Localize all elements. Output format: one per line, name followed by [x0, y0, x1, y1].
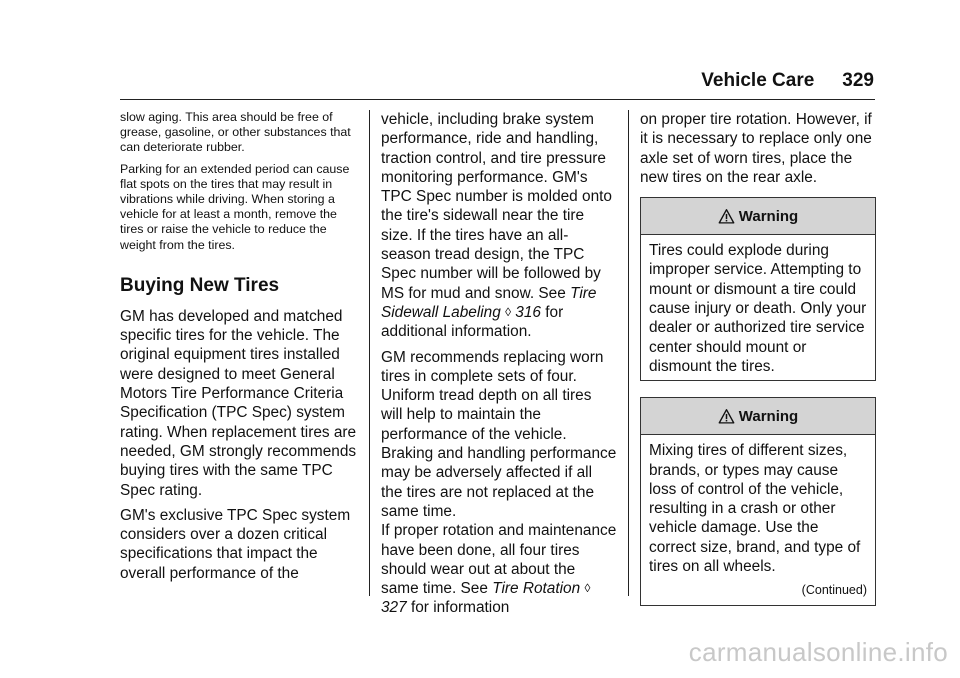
section-heading: Buying New Tires	[120, 274, 280, 296]
warning-box	[640, 197, 876, 381]
warning-title: Warning	[738, 207, 799, 225]
page-header	[701, 70, 874, 92]
warning-title: Warning	[738, 407, 799, 425]
paragraph: on proper tire rotation. However, if it is necessary to replace only one axle set of worn tires, place the new tires on the rear axle.	[640, 111, 872, 186]
warning-triangle-icon	[718, 408, 735, 425]
paragraph: Parking for an extended period can cause flat spots on the tires that may result in vibrations while driving. When storing a vehicle for at least a month, remove the tires or raise the vehicle to reduce the weight from the tires.	[120, 161, 350, 252]
column-2	[381, 110, 617, 624]
paragraph	[381, 521, 617, 617]
paragraph: GM has developed and matched specific tires for the vehicle. The original equipment tires installed were designed to meet General Motors Tire Performance Criteria Specification (TPC Spec) system rating. When replacement tires are needed, GM strongly recommends buying tires with the same TPC Spec rating.	[120, 307, 357, 499]
warning-body	[641, 435, 875, 604]
header-rule	[120, 99, 875, 100]
cross-reference-link[interactable]: Tire Rotation	[492, 580, 581, 598]
page-number: 329	[842, 70, 874, 91]
column-divider-2	[628, 110, 629, 596]
column-1	[120, 110, 360, 589]
text-run: vehicle, including brake system performance, ride and handling, traction control, and tire pressure monitoring performance. GM's TPC Spec number is molded onto the tire's sidewall near the tire size. If the tires have an all-season tread design, the TPC Spec number will be followed by MS for mud and snow. See	[381, 111, 612, 302]
paragraph	[381, 110, 617, 342]
warning-box	[640, 397, 876, 605]
column-divider-1	[369, 110, 370, 596]
page-ref-arrow-icon: ◊	[505, 304, 512, 319]
text-run: If proper rotation and maintenance have been done, all four tires should wear out at about the same time. See	[381, 522, 617, 598]
watermark: carmanualsonline.info	[688, 637, 948, 667]
cross-reference-page[interactable]: 327	[381, 599, 407, 617]
paragraph: GM's exclusive TPC Spec system considers over a dozen critical specifications that impact the overall performance of the	[120, 506, 351, 582]
cross-reference-page[interactable]: 316	[515, 303, 541, 321]
paragraph: slow aging. This area should be free of grease, gasoline, or other substances that can deteriorate rubber.	[120, 110, 351, 155]
text-run: for additional information.	[381, 303, 564, 341]
column-3	[640, 110, 876, 606]
paragraph: GM recommends replacing worn tires in complete sets of four. Uniform tread depth on all tires will help to maintain the performance of the vehicle. Braking and handling performance may be adversely affected if all the tires are not replaced at the same time.	[381, 348, 617, 520]
warning-header	[641, 398, 875, 435]
cross-reference-link[interactable]: Tire Sidewall Labeling	[381, 284, 597, 321]
section-title: Vehicle Care	[701, 70, 815, 91]
warning-text: Tires could explode during improper service. Attempting to mount or dismount a tire could cause injury or death. Only your dealer or authorized tire service center should mount or dismount the tires.	[649, 242, 867, 375]
page-ref-arrow-icon: ◊	[584, 581, 591, 596]
warning-triangle-icon	[718, 208, 735, 225]
continued-label: (Continued)	[801, 583, 867, 598]
warning-header	[641, 198, 875, 235]
warning-text: Mixing tires of different sizes, brands, or types may cause loss of control of the vehicle, resulting in a crash or other vehicle damage. Use the correct size, brand, and type of tires on all wheels.	[649, 442, 861, 576]
warning-body	[641, 235, 875, 380]
text-run: for information	[406, 599, 510, 617]
